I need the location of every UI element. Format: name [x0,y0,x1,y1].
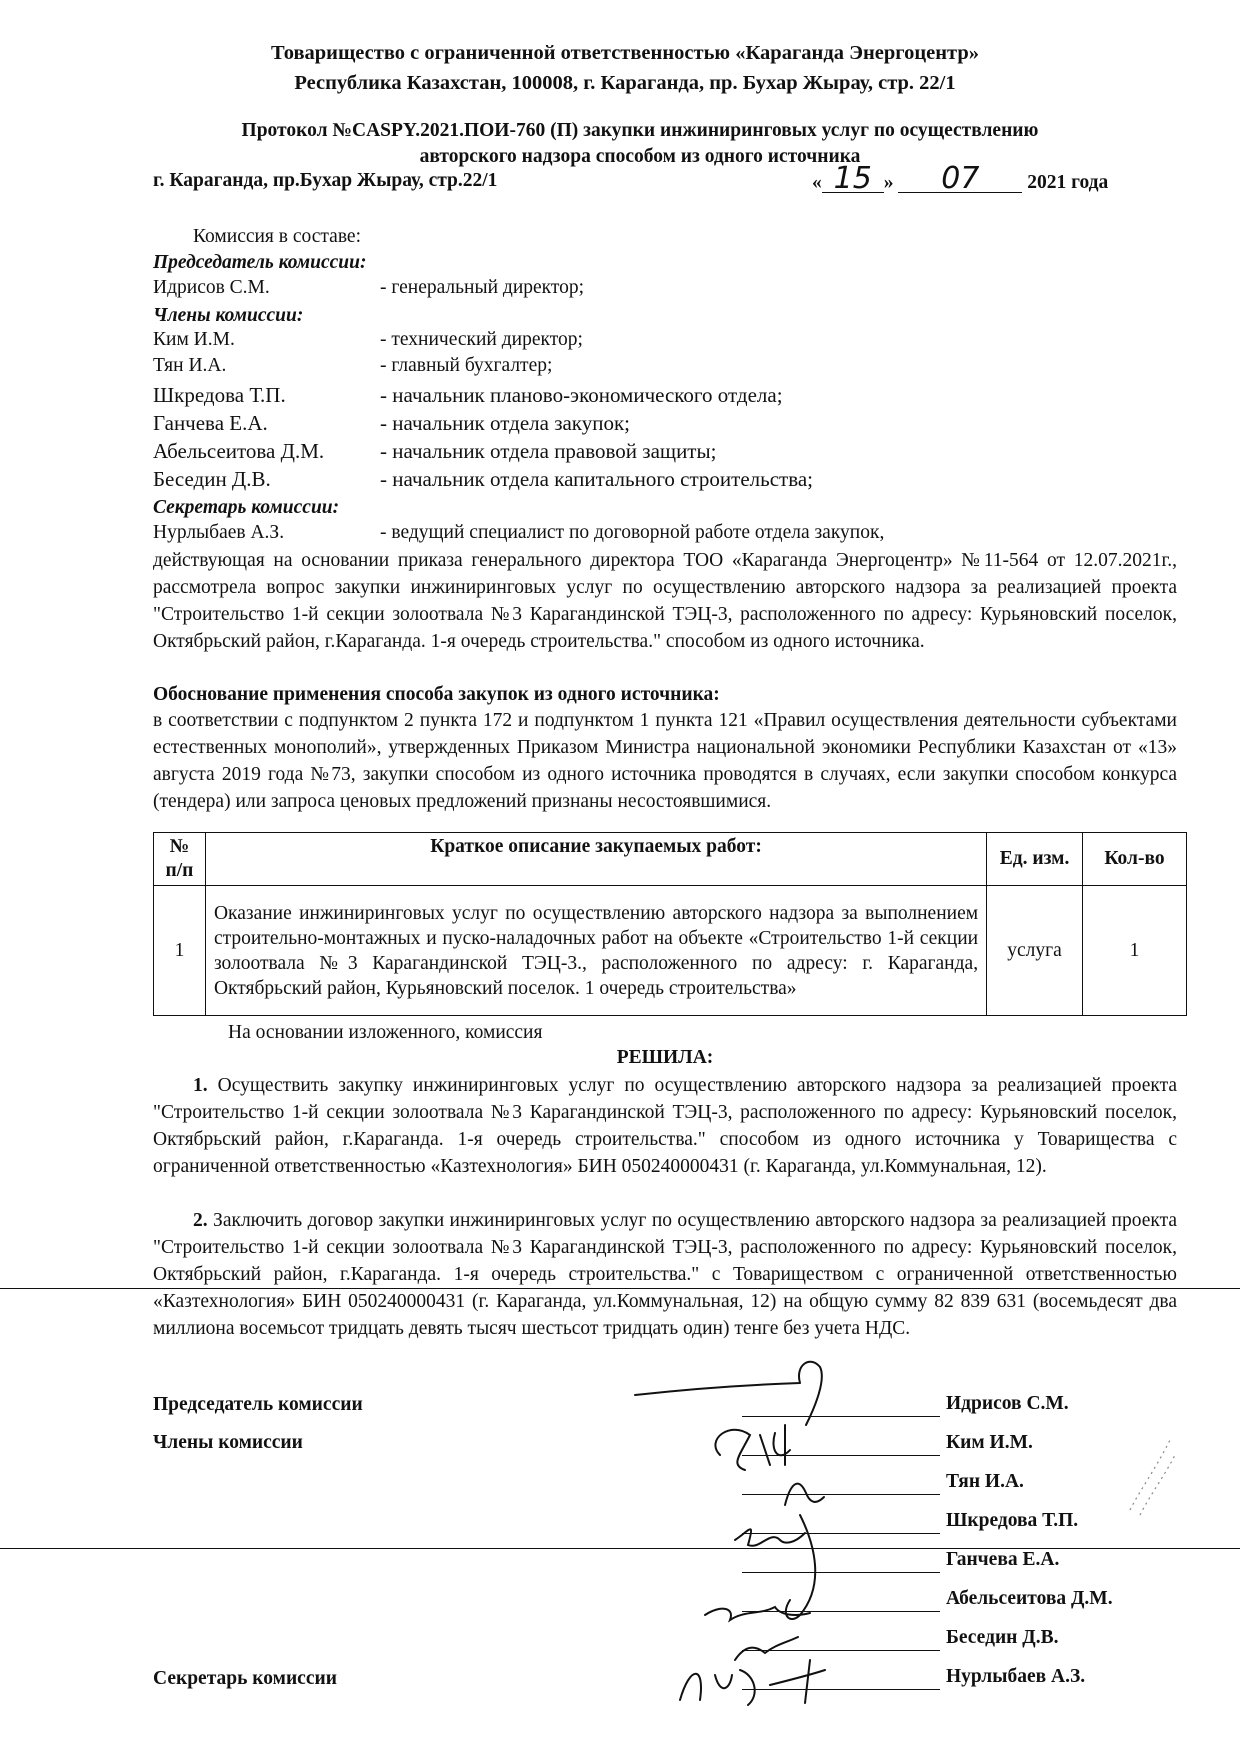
chair-role: - генеральный директор; [380,277,585,298]
row-quantity: 1 [1083,886,1187,1016]
member-signature-tyan [785,1484,824,1505]
chair-signature-label: Председатель комиссии [153,1394,363,1415]
date-close-quote: » [883,172,894,193]
org-name: Товарищество с ограниченной ответственностью «Караганда Энергоцентр» [270,42,980,64]
secretary-signature-label: Секретарь комиссии [153,1668,337,1689]
faint-stamp-mark [1120,1430,1180,1520]
decision-item-1-text: Осуществить закупку инжиниринговых услуг по осуществлению авторского надзора за реализацией проекта "Строительство 1-й секции золоотвала №3 Карагандинской ТЭЦ-3, расположенного по адресу: Курьяновский поселок, Октябрьский район, г.Караганда. 1-я очередь строительства." способом из одного источника у Товарищества с ограниченной ответственностью «Казтехнология» БИН 050240000431 (г. Караганда, ул.Коммунальная, 12). [153,1075,1178,1177]
decision-item-1 [153,1072,1177,1180]
column-header-description: Краткое описание закупаемых работ: [205,833,986,886]
row-description: Оказание инжиниринговых услуг по осуществлению авторского надзора за выполнением строительно-монтажных и пуско-наладочных работ на объекте «Строительство 1-й секции золоотвала №3 Карагандинской ТЭЦ-3., расположенного по адресу: г. Караганда, Октябрьский район, Курьяновский поселок. 1 очередь строительства» [205,886,986,1016]
basis-paragraph: действующая на основании приказа генерального директора ТОО «Караганда Энергоцентр» №11-564 от 12.07.2021г., рассмотрела вопрос закупки инжиниринговых услуг по осуществлению авторского надзора за реализацией проекта "Строительство 1-й секции золоотвала №3 Карагандинской ТЭЦ-3, расположенного по адресу: Курьяновский поселок, Октябрьский район, г.Караганда. 1-я очередь строительства." способом из одного источника. [153,550,1177,652]
secretary-name: Нурлыбаев А.З. [153,522,285,543]
column-header-quantity: Кол-во [1083,833,1187,886]
member-name: Абельсеитова Д.М. [153,439,325,463]
signatory-name: Ким И.М. [946,1432,1033,1453]
member-name: Беседин Д.В. [153,467,271,491]
organization-header [150,38,1100,98]
secretary-role: - ведущий специалист по договорной работе отдела закупок, [380,522,885,543]
chair-name: Идрисов С.М. [153,277,270,298]
column-header-unit: Ед. изм. [987,833,1083,886]
org-address: Республика Казахстан, 100008, г. Караганда, пр. Бухар Жырау, стр. 22/1 [294,72,956,94]
signatory-name: Ганчева Е.А. [946,1549,1060,1570]
date-year: 2021 года [1027,172,1109,193]
decision-item-2-number: 2. [193,1210,208,1231]
column-header-number: № п/п [154,833,206,886]
commission-intro: Комиссия в составе: [193,226,361,247]
chair-heading: Председатель комиссии: [153,252,367,273]
members-signature-label: Члены комиссии [153,1432,303,1453]
decision-intro: На основании изложенного, комиссия [228,1022,543,1043]
signatory-name: Тян И.А. [946,1471,1024,1492]
decision-heading: РЕШИЛА: [616,1047,714,1068]
table-row [154,886,1187,1016]
date-open-quote: « [812,172,822,193]
member-name: Ким И.М. [153,329,235,350]
member-role: - начальник планово-экономического отдела; [380,383,783,407]
decision-item-2 [153,1207,1177,1342]
scan-line-divider [0,1288,1240,1289]
member-name: Шкредова Т.П. [153,383,286,407]
members-heading: Члены комиссии: [153,305,304,326]
items-table [153,832,1187,1016]
signatory-name: Нурлыбаев А.З. [946,1666,1086,1687]
member-role: - начальник отдела правовой защиты; [380,439,717,463]
member-signature-ganchyova [786,1515,815,1619]
date-day-handwritten: 15 [822,166,884,193]
member-name: Тян И.А. [153,355,227,376]
table-header-row [154,833,1187,886]
row-number: 1 [154,886,206,1016]
member-role: - начальник отдела капитального строительства; [380,467,814,491]
member-name: Ганчева Е.А. [153,411,268,435]
member-role: - начальник отдела закупок; [380,411,630,435]
justification-heading: Обоснование применения способа закупок из одного источника: [153,684,720,705]
member-signature-shkredova [735,1529,805,1546]
protocol-title-line2: авторского надзора способом из одного источника [419,146,861,167]
signatory-name: Шкредова Т.П. [946,1510,1079,1531]
signatory-name: Идрисов С.М. [946,1393,1069,1414]
member-signature-kim [715,1425,790,1470]
date-month-handwritten: 07 [898,166,1022,193]
protocol-place: г. Караганда, пр.Бухар Жырау, стр.22/1 [153,170,498,191]
secretary-heading: Секретарь комиссии: [153,497,340,518]
handwritten-signatures [620,1345,940,1715]
decision-item-1-number: 1. [193,1075,208,1096]
member-role: - технический директор; [380,329,583,350]
protocol-date [812,161,1109,196]
justification-paragraph: в соответствии с подпунктом 2 пункта 172 и подпунктом 1 пункта 121 «Правил осуществления деятельности субъектами естественных монополий», утвержденных Приказом Министра национальной экономики Республики Казахстан от «13» августа 2019 года №73, закупки способом из одного источника проводятся в случаях, если закупки способом конкурса (тендера) или запроса ценовых предложений признаны несостоявшимися. [153,710,1177,812]
member-role: - главный бухгалтер; [380,355,553,376]
protocol-title [150,118,1130,170]
signatory-name: Абельсеитова Д.М. [946,1588,1113,1609]
signatory-name: Беседин Д.В. [946,1627,1059,1648]
decision-item-2-text: Заключить договор закупки инжиниринговых услуг по осуществлению авторского надзора за реализацией проекта "Строительство 1-й секции золоотвала №3 Карагандинской ТЭЦ-3, расположенного по адресу: Курьяновский поселок, Октябрьский район, г.Караганда. 1-я очередь строительства." с Товариществом с ограниченной ответственностью «Казтехнология» БИН 050240000431 (г. Караганда, ул.Коммунальная, 12) на общую сумму 82 839 631 (восемьдесят два миллиона восемьсот тридцать девять тысяч шестьсот тридцать один) тенге без учета НДС. [153,1210,1178,1339]
member-signature-besedin [735,1637,798,1660]
row-unit: услуга [987,886,1083,1016]
protocol-title-line1: Протокол №CASPY.2021.ПОИ-760 (П) закупки инжиниринговых услуг по осуществлению [241,120,1039,141]
chair-signature [635,1362,822,1425]
secretary-signature [680,1660,825,1705]
